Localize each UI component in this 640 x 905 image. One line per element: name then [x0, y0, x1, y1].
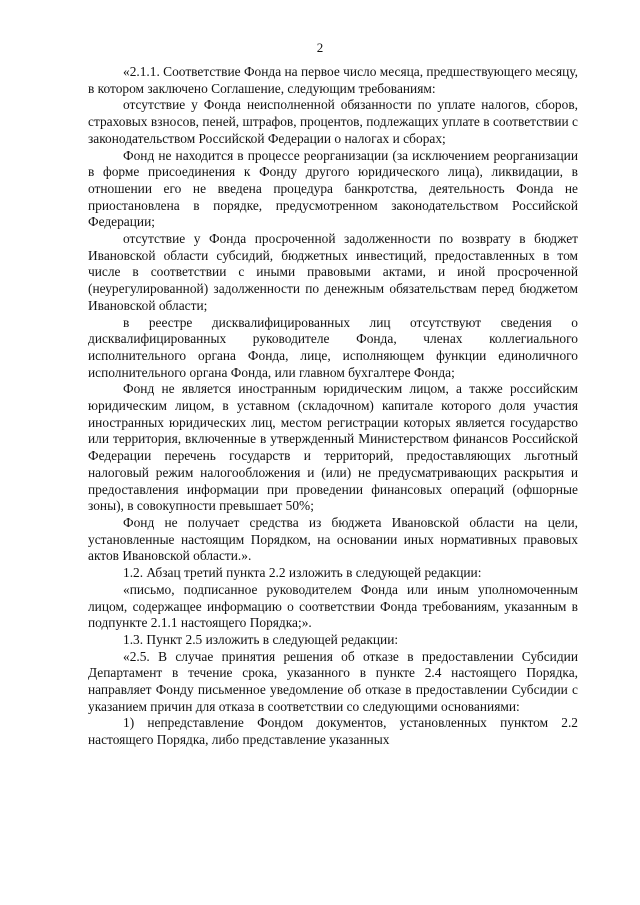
- paragraph-2-1-1-heading: «2.1.1. Соответствие Фонда на первое число месяца, предшествующего месяцу, в котором заключено Соглашение, следующим требованиям:: [88, 64, 578, 96]
- paragraph-2-5: «2.5. В случае принятия решения об отказе в предоставлении Субсидии Департамент в течение срока, указанного в пункте 2.4 настоящего Порядка, направляет Фонду письменное уведомление об отказе в предоставлении Субсидии с указанием причин для отказа в соответствии со следующими основаниями:: [88, 648, 578, 714]
- paragraph-letter-clause: «письмо, подписанное руководителем Фонда или иным уполномоченным лицом, содержащее информацию о соответствии Фонда требованиям, указанным в подпункте 2.1.1 настоящего Порядка;».: [88, 581, 578, 631]
- page-number: 2: [316, 40, 324, 55]
- paragraph-ground-1: 1) непредставление Фондом документов, установленных пунктом 2.2 настоящего Порядка, либо представление указанных: [88, 715, 578, 748]
- paragraph-disqualified-registry: в реестре дисквалифицированных лиц отсутствуют сведения о дисквалифицированных руководителе Фонда, членах коллегиального исполнительного органа Фонда, лице, исполняющем функции единоличного исполнительного органа Фонда, или главном бухгалтере Фонда;: [88, 314, 578, 380]
- paragraph-no-reorganization: Фонд не находится в процессе реорганизации (за исключением реорганизации в форме присоединения к Фонду другого юридического лица), ликвидации, в отношении его не введена процедура банкротства, деятельность Фонда не приостановлена в порядке, предусмотренном законодательством Российской Федерации;: [88, 147, 578, 230]
- document-body: [88, 64, 578, 749]
- paragraph-no-overdue-debt: отсутствие у Фонда просроченной задолженности по возврату в бюджет Ивановской области субсидий, бюджетных инвестиций, предоставленных в том числе в соответствии с иными правовыми актами, и иной просроченной (неурегулированной) задолженности по денежным обязательствам перед бюджетом Ивановской области;: [88, 231, 578, 313]
- paragraph-1-3: 1.3. Пункт 2.5 изложить в следующей редакции:: [123, 631, 399, 647]
- paragraph-no-other-funds: Фонд не получает средства из бюджета Ивановской области на цели, установленные настоящим Порядком, на основании иных нормативных правовых актов Ивановской области.».: [88, 514, 578, 564]
- paragraph-no-tax-debt: отсутствие у Фонда неисполненной обязанности по уплате налогов, сборов, страховых взносов, пеней, штрафов, процентов, подлежащих уплате в соответствии с законодательством Российской Федерации о налогах и сборах;: [88, 97, 578, 146]
- paragraph-1-2: 1.2. Абзац третий пункта 2.2 изложить в следующей редакции:: [123, 565, 482, 581]
- paragraph-not-foreign-entity: Фонд не является иностранным юридическим лицом, а также российским юридическим лицом, в уставном (складочном) капитале которого доля участия иностранных юридических лиц, местом регистрации которых является государство или территория, включенные в утвержденный Министерством финансов Российской Федерации перечень государств и территорий, предоставляющих льготный налоговый режим налогообложения и (или) не предусматривающих раскрытия и предоставления информации при проведении финансовых операций (офшорные зоны), в совокупности превышает 50%;: [88, 381, 578, 514]
